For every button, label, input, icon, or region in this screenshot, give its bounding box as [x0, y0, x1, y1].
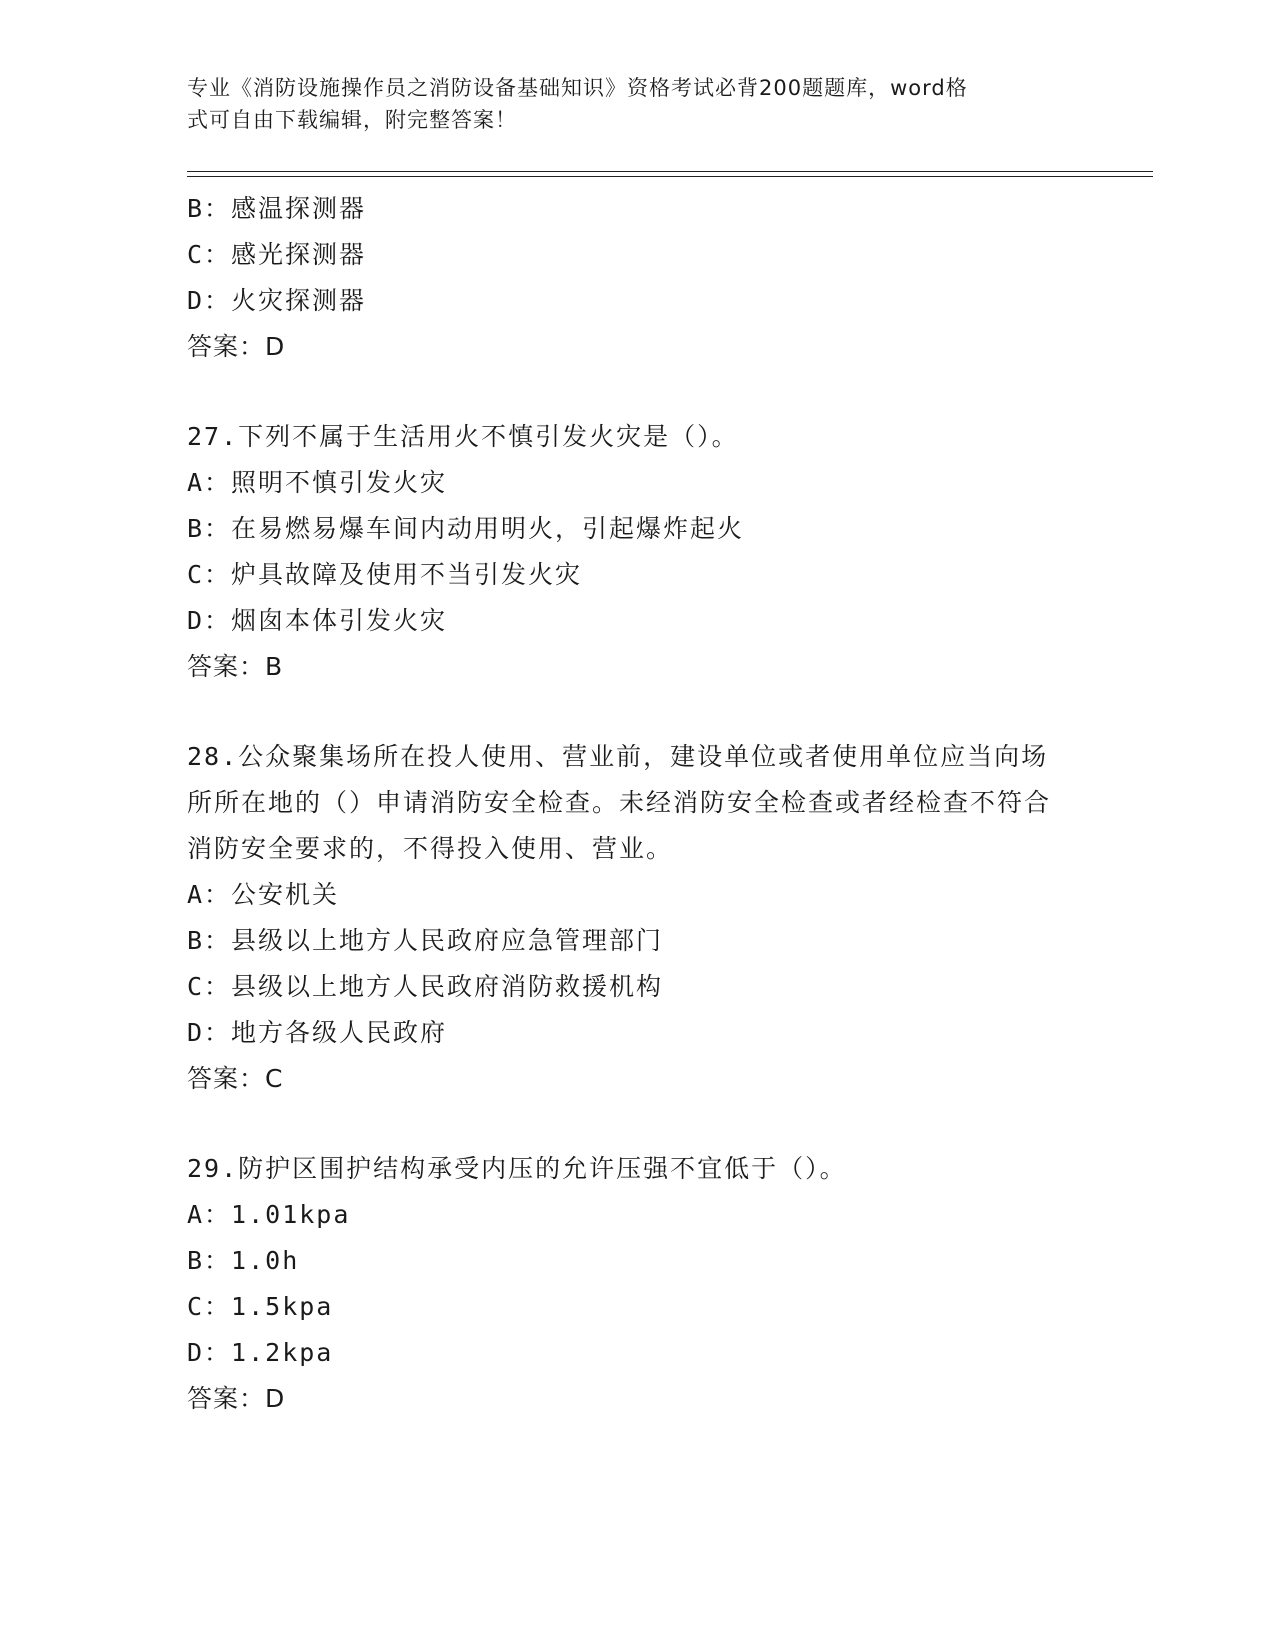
option-c: C：感光探测器 — [187, 240, 367, 269]
option-c: C：炉具故障及使用不当引发火灾 — [187, 560, 583, 589]
header-line-1: 专业《消防设施操作员之消防设备基础知识》资格考试必背200题题库，word格 — [187, 76, 968, 100]
question-28 — [187, 734, 1067, 1102]
option-b: B：感温探测器 — [187, 194, 367, 223]
question-27 — [187, 414, 1067, 690]
answer-line: 答案：C — [187, 1064, 284, 1093]
question-text: 29.防护区围护结构承受内压的允许压强不宜低于（）。 — [187, 1154, 847, 1183]
option-d: D：1.2kpa — [187, 1338, 334, 1367]
question-29 — [187, 1146, 1067, 1422]
answer-line: 答案：B — [187, 652, 284, 681]
option-a: A：公安机关 — [187, 880, 340, 909]
question-list — [187, 186, 1067, 1422]
header-line-2: 式可自由下载编辑，附完整答案！ — [187, 108, 517, 132]
option-a: A：照明不慎引发火灾 — [187, 468, 448, 497]
question-text: 28.公众聚集场所在投人使用、营业前，建设单位或者使用单位应当向场所所在地的（）申请消防安全检查。未经消防安全检查或者经检查不符合消防安全要求的，不得投入使用、营业。 — [187, 742, 1052, 863]
option-d: D：地方各级人民政府 — [187, 1018, 448, 1047]
option-b: B：1.0h — [187, 1246, 300, 1275]
answer-line: 答案：D — [187, 332, 286, 361]
option-c: C：1.5kpa — [187, 1292, 334, 1321]
option-b: B：在易燃易爆车间内动用明火，引起爆炸起火 — [187, 514, 745, 543]
option-d: D：烟囱本体引发火灾 — [187, 606, 448, 635]
question-fragment — [187, 186, 1067, 370]
question-text: 27.下列不属于生活用火不慎引发火灾是（）。 — [187, 422, 739, 451]
option-b: B：县级以上地方人民政府应急管理部门 — [187, 926, 664, 955]
header-rule-top — [187, 171, 1153, 172]
option-c: C：县级以上地方人民政府消防救援机构 — [187, 972, 664, 1001]
document-header — [187, 72, 1067, 136]
answer-line: 答案：D — [187, 1384, 286, 1413]
option-a: A：1.01kpa — [187, 1200, 351, 1229]
option-d: D：火灾探测器 — [187, 286, 367, 315]
header-rule-bottom — [187, 176, 1153, 177]
